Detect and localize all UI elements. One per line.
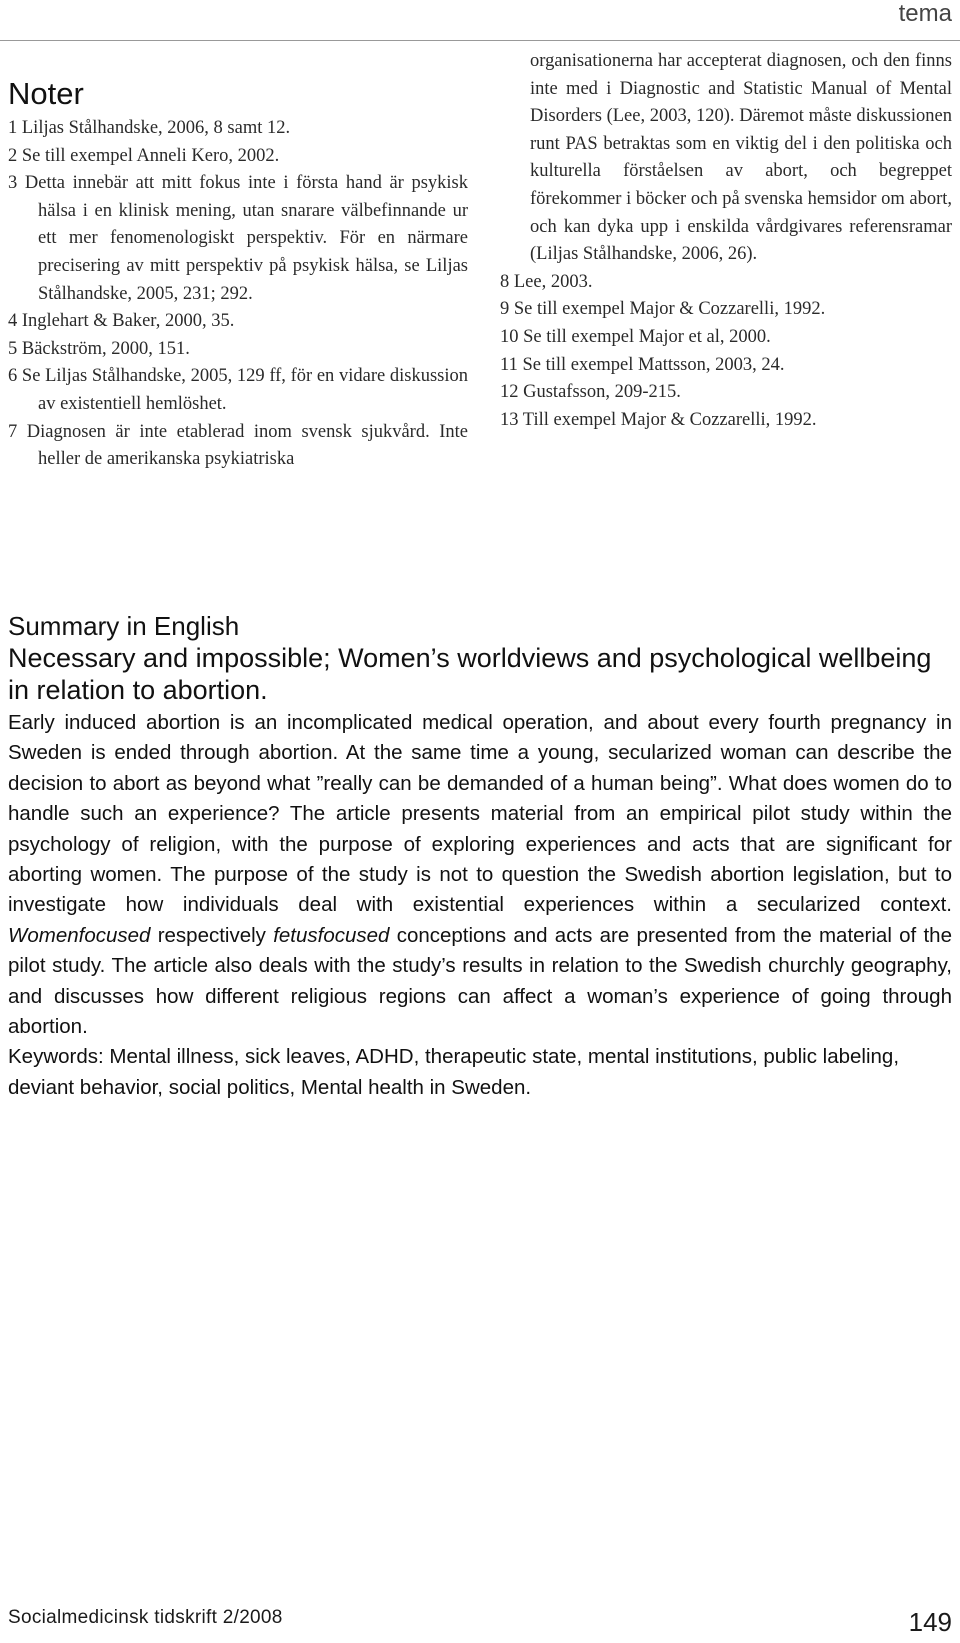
note-item: 6 Se Liljas Stålhandske, 2005, 129 ff, för en vidare diskussion av existentiell hemlöshet. bbox=[8, 366, 468, 414]
note-continuation: organisationerna har accepterat diagnosen, och den finns inte med i Diagnostic and Statistic Manual of Mental Disorders (Lee, 2003, 120). Däremot måste diskussionen runt PAS betraktas som en viktig del i den politiska och kulturella förståelsen av abort, och begreppet förekommer i böcker och på svenska hemsidor om abort, och kan dyka upp i enskilda vårdgivares referensramar (Liljas Stålhandske, 2006, 26). bbox=[530, 51, 952, 265]
english-summary bbox=[8, 610, 952, 1103]
summary-heading: Summary in English bbox=[8, 611, 240, 641]
note-item: 1 Liljas Stålhandske, 2006, 8 samt 12. bbox=[8, 118, 291, 138]
note-item: 2 Se till exempel Anneli Kero, 2002. bbox=[8, 145, 280, 166]
page-number: 149 bbox=[908, 1607, 952, 1637]
abstract-text: respectively bbox=[150, 923, 274, 947]
summary-title: Necessary and impossible; Women’s worldviews and psychological wellbeing in relation to abortion. bbox=[8, 643, 932, 705]
note-item: 11 Se till exempel Mattsson, 2003, 24. bbox=[500, 354, 785, 375]
abstract-text: Early induced abortion is an incomplicated medical operation, and about every fourth pregnancy in Sweden is ended through abortion. At the same time a young, secularized woman can describe the decision to abort as beyond what ”really can be demanded of a human being”. What does women do to handle such an experience? The article presents material from an empirical pilot study within the psychology of religion, with the purpose of exploring experiences and acts that are significant for aborting women. The purpose of the study is not to question the Swedish abortion legislation, but to investigate how individuals deal with existential experiences within a secularized context. bbox=[8, 711, 952, 917]
abstract-text: conceptions and acts are presented from the material of the pilot study. The article also deals with the study’s results in relation to the Swedish churchly geography, and discusses how different religious regions can affect a woman’s experience of going through abortion. bbox=[8, 923, 952, 1039]
note-item: 9 Se till exempel Major & Cozzarelli, 1992. bbox=[500, 299, 826, 320]
note-item: 3 Detta innebär att mitt fokus inte i första hand är psykisk hälsa i en klinisk mening, utan snarare välbefinnande ur ett mer fenomenologiskt perspektiv. För en närmare precisering av mitt perspektiv på psykisk hälsa, se Liljas Stålhandske, 2005, 231; 292. bbox=[8, 173, 468, 304]
footer-journal-name: Socialmedicinsk tidskrift 2/2008 bbox=[8, 1607, 283, 1628]
header-divider bbox=[0, 40, 960, 41]
note-item: 8 Lee, 2003. bbox=[500, 271, 593, 292]
notes-heading: Noter bbox=[8, 76, 84, 111]
notes-column-right bbox=[500, 48, 952, 434]
note-item: 13 Till exempel Major & Cozzarelli, 1992. bbox=[500, 409, 817, 430]
summary-keywords: Keywords: Mental illness, sick leaves, ADHD, therapeutic state, mental institutions, public labeling, deviant behavior, social politics, Mental health in Sweden. bbox=[8, 1045, 900, 1099]
note-item: 12 Gustafsson, 209-215. bbox=[500, 382, 681, 403]
notes-column-left bbox=[8, 115, 468, 474]
abstract-emphasis: Womenfocused bbox=[8, 923, 151, 947]
note-item: 10 Se till exempel Major et al, 2000. bbox=[500, 326, 771, 347]
abstract-emphasis: fetusfocused bbox=[273, 923, 390, 947]
summary-abstract bbox=[8, 708, 952, 1042]
note-item: 4 Inglehart & Baker, 2000, 35. bbox=[8, 311, 235, 332]
note-item: 5 Bäckström, 2000, 151. bbox=[8, 338, 190, 359]
note-item: 7 Diagnosen är inte etablerad inom svensk sjukvård. Inte heller de amerikanska psykiatriska bbox=[8, 421, 468, 470]
section-tag: tema bbox=[898, 0, 952, 27]
